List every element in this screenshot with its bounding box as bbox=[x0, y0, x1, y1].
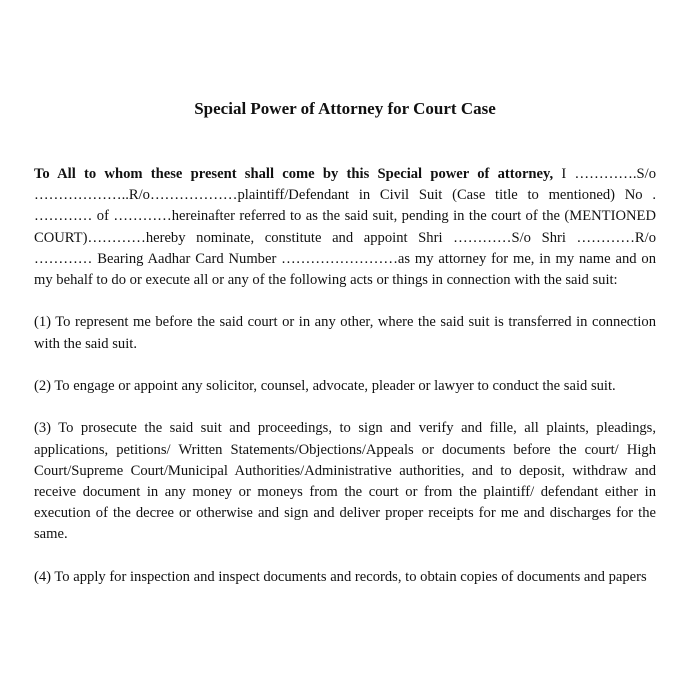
page-bottom-margin bbox=[0, 626, 700, 700]
intro-paragraph bbox=[34, 164, 656, 291]
clause-2: (2) To engage or appoint any solicitor, counsel, advocate, pleader or lawyer to conduct the said suit. bbox=[34, 378, 616, 394]
intro-bold-text: To All to whom these present shall come by this Special power of attorney, bbox=[34, 166, 554, 182]
intro-text: I ………….S/o ………………..R/o………………plaintiff/Defendant in Civil Suit (Case title to mentioned) No . ………… of …………hereinafter referred to as the said suit, pending in the court of the (MENTIONED COURT)…………hereby nominate, constitute and appoint Shri …………S/o Shri …………R/o ………… Bearing Aadhar Card Number ……………………as my attorney for me, in my name and on my behalf to do or execute all or any of the following acts or things in connection with the said suit: bbox=[34, 166, 656, 289]
document-title: Special Power of Attorney for Court Case bbox=[194, 99, 496, 118]
document-body bbox=[34, 164, 656, 609]
clause-1: (1) To represent me before the said court or in any other, where the said suit is transferred in connection with the said suit. bbox=[34, 314, 656, 352]
clause-3: (3) To prosecute the said suit and proceedings, to sign and verify and fille, all plaints, pleadings, applications, petitions/ Written Statements/Objections/Appeals or documents before the court/ High Court/Supreme Court/Municipal Authorities/Administrative authorities, and to deposit, withdraw and receive document in any money or moneys from the court or from the plaintiff/ defendant either in execution of the decree or otherwise and sign and deliver proper receipts for me and discharges for the same. bbox=[34, 420, 656, 543]
clause-4: (4) To apply for inspection and inspect documents and records, to obtain copies of documents and papers bbox=[34, 568, 647, 585]
